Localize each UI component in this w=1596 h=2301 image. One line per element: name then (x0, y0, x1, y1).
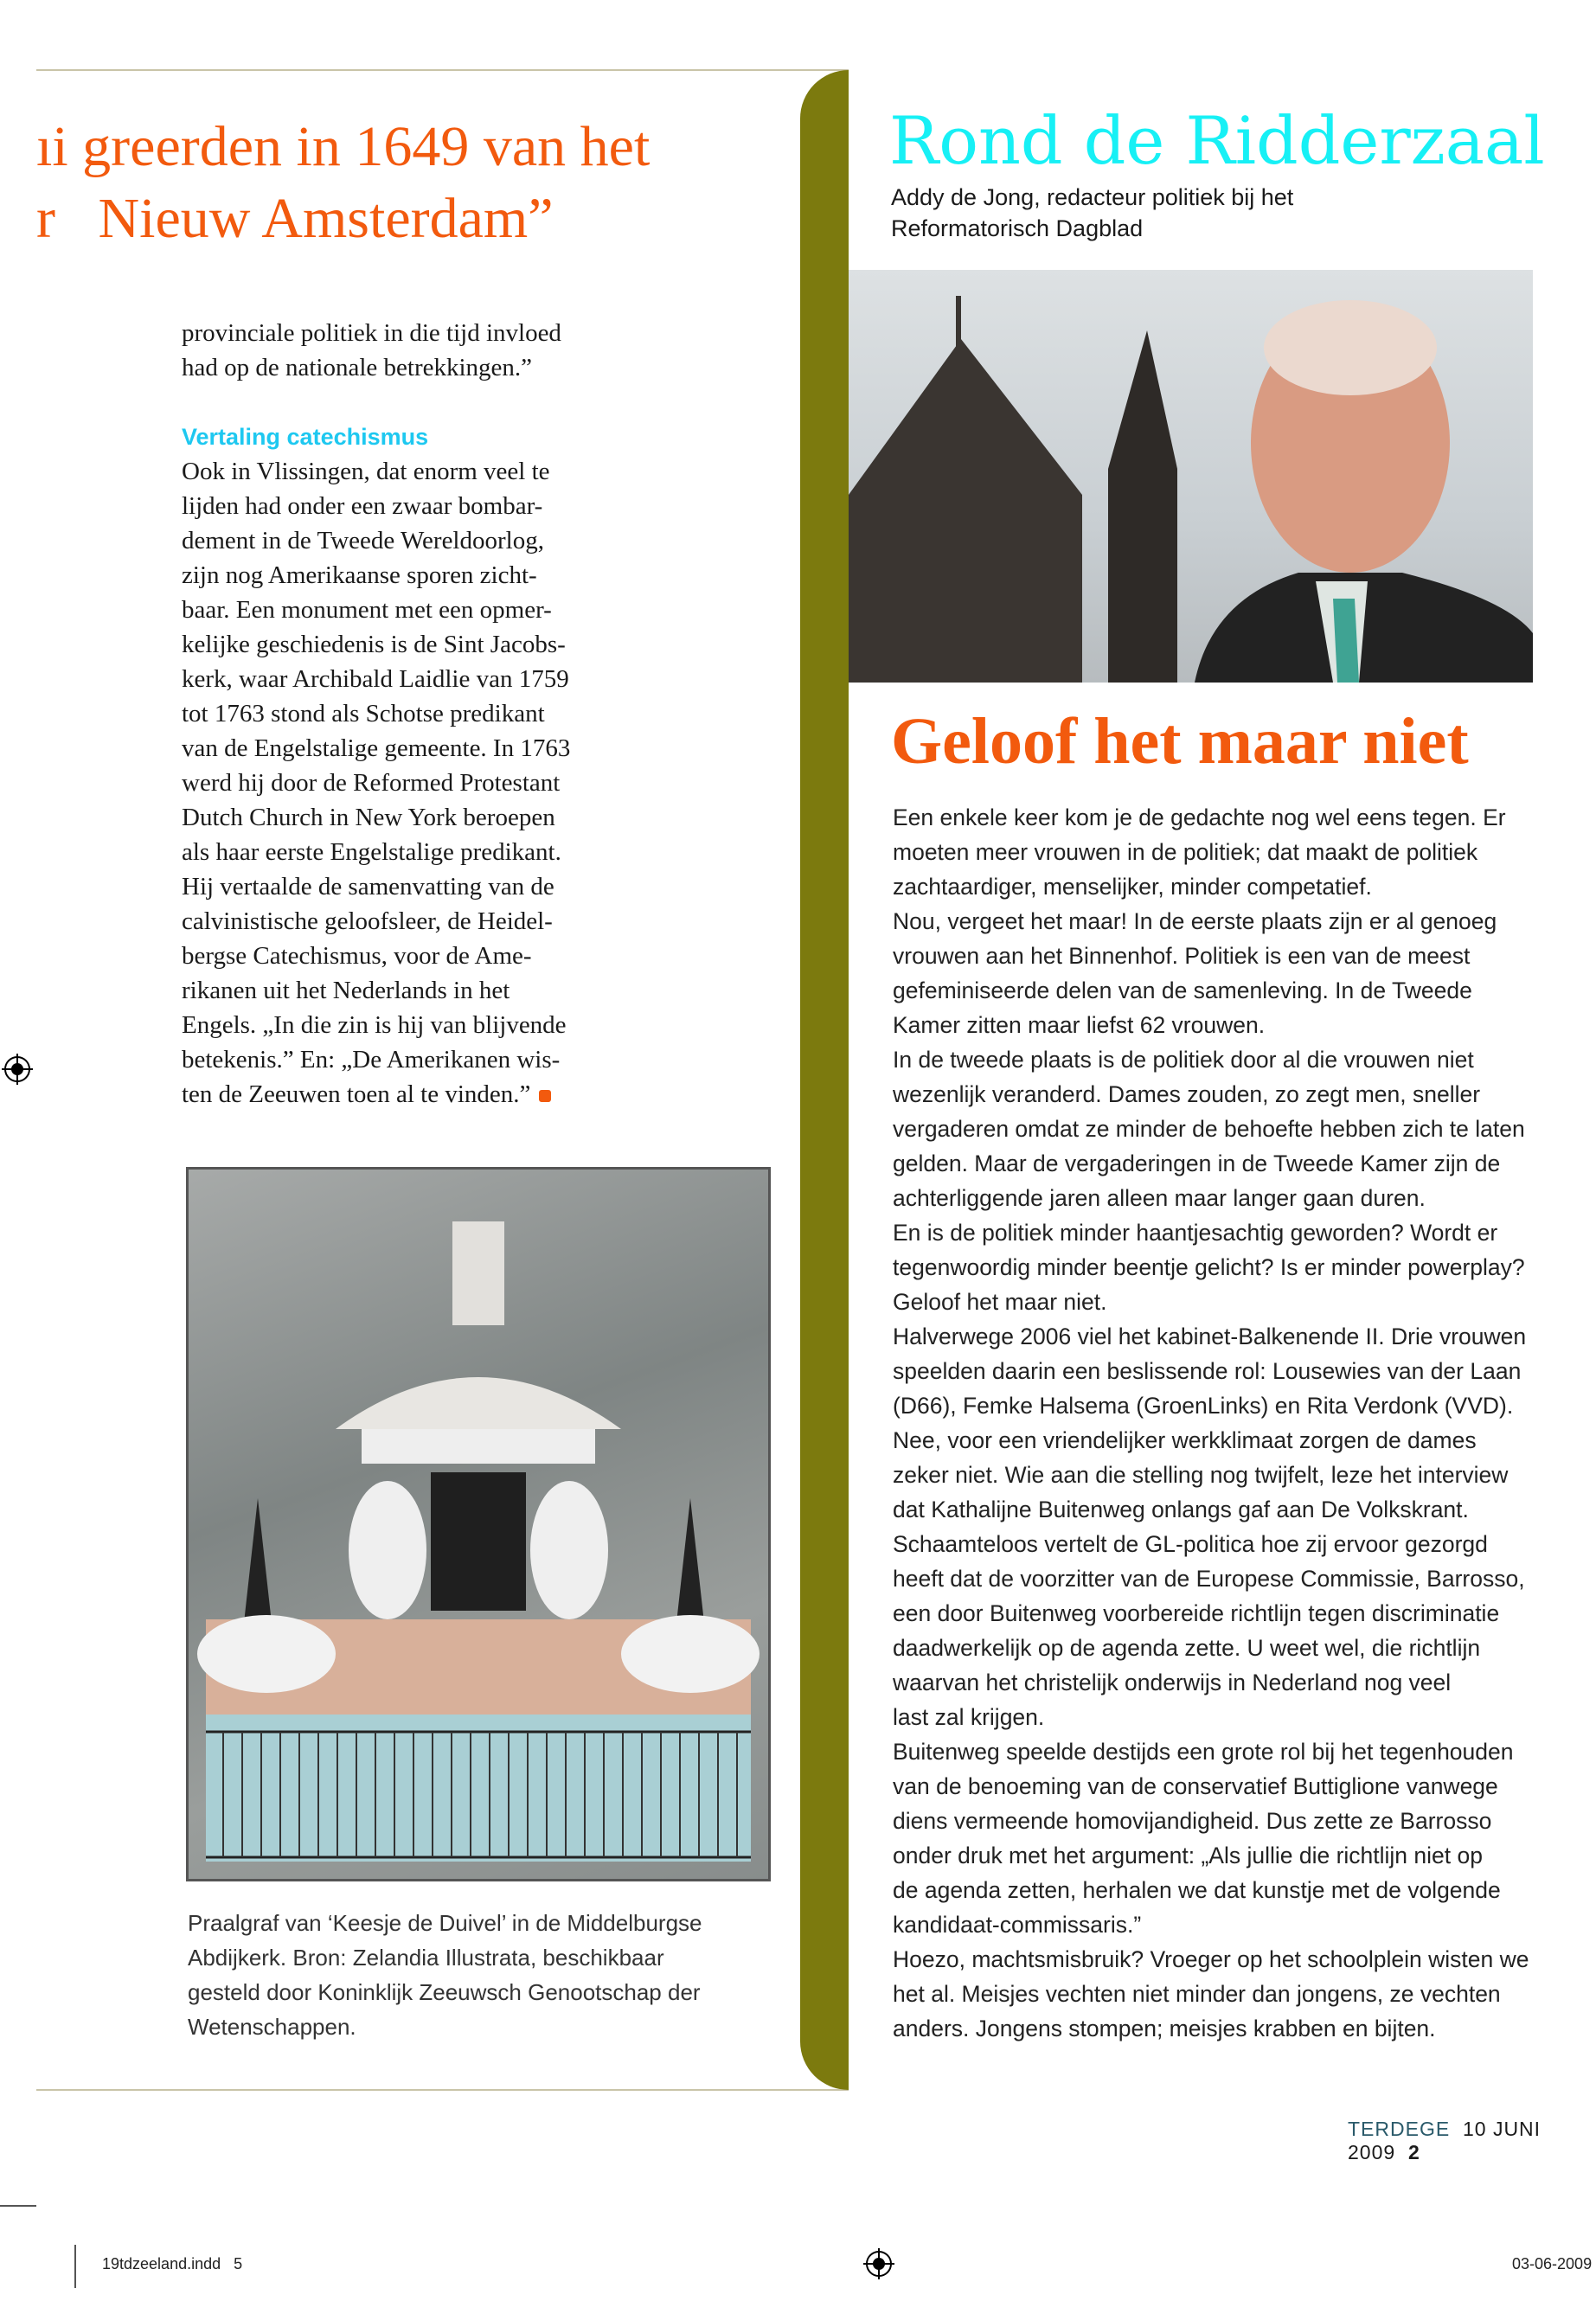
author-portrait (849, 270, 1533, 683)
olive-column-divider (800, 70, 849, 2090)
text-line: Wetenschappen. (188, 2014, 356, 2040)
registration-mark-icon (2, 1054, 33, 1085)
text-line: rikanen uit het Nederlands in het (182, 977, 510, 1004)
text-line: baar. Een monument met een opmer- (182, 596, 552, 624)
text-line: zeker niet. Wie aan die stelling nog twijfelt, leze het interview (893, 1462, 1509, 1488)
text-line: waarvan het christelijk onderwijs in Nederland nog veel (893, 1670, 1452, 1695)
text-line: moeten meer vrouwen in de politiek; dat maakt de politiek (893, 839, 1478, 865)
text-line: Schaamteloos vertelt de GL-politica hoe zij ervoor gezorgd (893, 1531, 1488, 1557)
text-line: Nou, vergeet het maar! In de eerste plaats zijn er al genoeg (893, 908, 1497, 934)
text-line: kelijke geschiedenis is de Sint Jacobs- (182, 631, 566, 658)
text-line: anders. Jongens stompen; meisjes krabben en bijten. (893, 2016, 1436, 2041)
crop-mark-vertical (74, 2245, 76, 2288)
text-line: Engels. „In die zin is hij van blijvende (182, 1011, 567, 1039)
article-headline: Geloof het maar niet (891, 705, 1469, 778)
bottom-rule (36, 2089, 849, 2091)
subheading: Vertaling catechismus (182, 424, 429, 450)
text-line: gefeminiseerde delen van de samenleving. In de Tweede (893, 977, 1472, 1003)
issue-date: 10 JUNI 2009 (1348, 2118, 1542, 2163)
text-line: gesteld door Koninklijk Zeeuwsch Genootschap der (188, 1979, 701, 2005)
page-footer (1348, 2118, 1596, 2164)
text-line: Halverwege 2006 viel het kabinet-Balkenende II. Drie vrouwen (893, 1324, 1527, 1349)
text-line: Buitenweg speelde destijds een grote rol bij het tegenhouden (893, 1739, 1514, 1765)
text-line: het al. Meisjes vechten niet minder dan jongens, ze vechten (893, 1981, 1501, 2007)
byline: Addy de Jong, redacteur politiek bij het Reformatorisch Dagblad (891, 184, 1294, 241)
text-line: vergaderen omdat ze minder de behoefte hebben zich te laten (893, 1116, 1525, 1142)
text-line: diens vermeende homovijandigheid. Dus zette ze Barrosso (893, 1808, 1492, 1834)
right-article-column (893, 800, 1529, 2046)
text-line: Abdijkerk. Bron: Zelandia Illustrata, beschikbaar (188, 1945, 664, 1971)
text-line: Nee, voor een vriendelijker werkklimaat zorgen de dames (893, 1427, 1477, 1453)
monument-illustration (189, 1170, 768, 1879)
text-line: Hoezo, machtsmisbruik? Vroeger op het schoolplein wisten we (893, 1946, 1529, 1972)
image-caption (188, 1906, 702, 2044)
text-line: tegenwoordig minder beentje gelicht? Is er minder powerplay? (893, 1254, 1525, 1280)
text-line: als haar eerste Engelstalige predikant. (182, 838, 561, 866)
text-line: lijden had onder een zwaar bombar- (182, 492, 543, 520)
text-line: Praalgraf van ‘Keesje de Duivel’ in de Middelburgse (188, 1910, 702, 1936)
text-line: gelden. Maar de vergaderingen in de Tweede Kamer zijn de (893, 1150, 1501, 1176)
left-article-column (182, 316, 631, 1112)
text-line: wezenlijk veranderd. Dames zouden, zo zegt men, sneller (893, 1081, 1481, 1107)
tomb-monument-image (186, 1167, 771, 1881)
text-line: onder druk met het argument: „Als jullie die richtlijn niet op (893, 1843, 1483, 1868)
text-line: van de benoeming van de conservatief Buttiglione vanwege (893, 1773, 1498, 1799)
text-line: achterliggende jaren alleen maar langer gaan duren. (893, 1185, 1426, 1211)
text-line: Dutch Church in New York beroepen (182, 804, 555, 831)
text-line: ten de Zeeuwen toen al te vinden.” (182, 1080, 531, 1108)
text-line: Geloof het maar niet. (893, 1289, 1107, 1315)
text-line: En is de politiek minder haantjesachtig geworden? Wordt er (893, 1220, 1498, 1246)
text-line: Hij vertaalde de samenvatting van de (182, 873, 554, 901)
text-line: zijn nog Amerikaanse sporen zicht- (182, 561, 537, 589)
left-headline: ıi greerden in 1649 van het r Nieuw Amsterdam” (36, 115, 651, 250)
page-number: 2 (1407, 2141, 1420, 2163)
text-line: betekenis.” En: „De Amerikanen wis- (182, 1046, 561, 1074)
column-title: Rond de Ridderzaal (889, 102, 1545, 179)
text-line: bergse Catechismus, voor de Ame- (182, 942, 532, 970)
file-name: 19tdzeeland.indd 5 (102, 2255, 243, 2272)
registration-mark-icon (863, 2248, 894, 2279)
text-line: de agenda zetten, herhalen we dat kunstje met de volgende (893, 1877, 1501, 1903)
text-line: (D66), Femke Halsema (GroenLinks) en Rita Verdonk (VVD). (893, 1393, 1514, 1419)
text-line: dat Kathalijne Buitenweg onlangs gaf aan De Volkskrant. (893, 1497, 1469, 1522)
text-line: In de tweede plaats is de politiek door al die vrouwen niet (893, 1047, 1474, 1073)
text-line: provinciale politiek in die tijd invloed (182, 319, 561, 347)
text-line: Kamer zitten maar liefst 62 vrouwen. (893, 1012, 1266, 1038)
text-line: Een enkele keer kom je de gedachte nog wel eens tegen. Er (893, 804, 1506, 830)
author-photo (849, 270, 1533, 683)
end-mark-icon (539, 1090, 551, 1102)
text-line: van de Engelstalige gemeente. In 1763 (182, 734, 571, 762)
text-line: heeft dat de voorzitter van de Europese Commissie, Barrosso, (893, 1566, 1525, 1592)
print-date: 03-06-2009 (1512, 2255, 1593, 2272)
text-line: speelden daarin een beslissende rol: Lousewies van der Laan (893, 1358, 1522, 1384)
text-line: werd hij door de Reformed Protestant (182, 769, 561, 797)
text-line: zachtaardiger, menselijker, minder competatief. (893, 874, 1372, 900)
text-line: Ook in Vlissingen, dat enorm veel te (182, 458, 550, 485)
text-line: vrouwen aan het Binnenhof. Politiek is een van de meest (893, 943, 1471, 969)
magazine-name: TERDEGE (1348, 2118, 1451, 2140)
text-line: last zal krijgen. (893, 1704, 1045, 1730)
text-line: een door Buitenweg voorbereide richtlijn tegen discriminatie (893, 1600, 1500, 1626)
text-line: tot 1763 stond als Schotse predikant (182, 700, 545, 727)
top-rule (36, 69, 849, 71)
text-line: calvinistische geloofsleer, de Heidel- (182, 907, 553, 935)
crop-mark-horizontal (0, 2205, 36, 2207)
text-line: kerk, waar Archibald Laidlie van 1759 (182, 665, 569, 693)
text-line: dement in de Tweede Wereldoorlog, (182, 527, 544, 554)
text-line: had op de nationale betrekkingen.” (182, 354, 533, 381)
text-line: daadwerkelijk op de agenda zette. U weet wel, die richtlijn (893, 1635, 1481, 1661)
text-line: kandidaat-commissaris.” (893, 1912, 1142, 1938)
